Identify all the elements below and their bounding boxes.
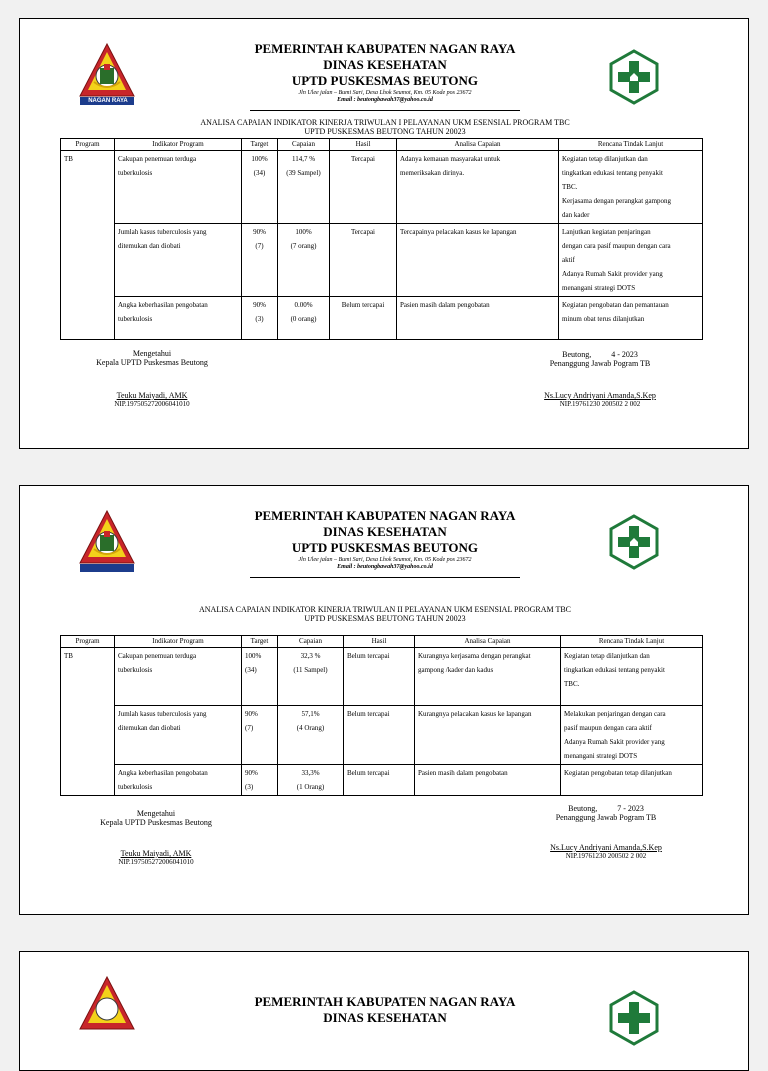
program-cell: TB [61,151,115,340]
header-line-3: UPTD PUSKESMAS BEUTONG [291,540,479,555]
letterhead [180,994,590,1026]
hasil-cell: Belum tercapai [330,297,397,340]
header-line-1: PEMERINTAH KABUPATEN NAGAN RAYA [254,994,516,1009]
letterhead-rule [250,577,520,578]
rtl-cell: Kegiatan tetap dilanjutkan dan tingkatkan edukasi tentang penyakit TBC. [561,648,703,706]
signatory-name: Ns.Lucy Andriyani Amanda,S.Kep [544,391,656,400]
column-header: Hasil [344,636,415,648]
column-header: Target [242,139,278,151]
header-line-1: PEMERINTAH KABUPATEN NAGAN RAYA [254,508,516,523]
table-row [61,706,703,765]
target-cell: 90% (7) [242,224,278,297]
nagan-raya-emblem-icon [76,975,138,1039]
signatory-name: Ns.Lucy Andriyani Amanda,S.Kep [550,843,662,852]
column-header: Indikator Program [115,139,242,151]
table-row [61,224,703,297]
capaian-cell: 0.00% (0 orang) [278,297,330,340]
column-header: Program [61,139,115,151]
indikator-cell: Cakupan penemuan terduga tuberkulosis [115,648,242,706]
header-line-2: DINAS KESEHATAN [323,524,447,539]
table-row [61,297,703,340]
letterhead [180,41,590,104]
table-row [61,765,703,796]
emblem-label: NAGAN RAYA [88,98,128,104]
header-line-1: PEMERINTAH KABUPATEN NAGAN RAYA [254,41,516,56]
analisa-cell: Pasien masih dalam pengobatan [415,765,561,796]
puskesmas-logo-icon [608,49,660,105]
target-cell: 90% (3) [242,765,278,796]
report-table [60,635,703,796]
header-line-2: DINAS KESEHATAN [323,57,447,72]
indikator-cell: Cakupan penemuan terduga tuberkulosis [115,151,242,224]
table-row [61,648,703,706]
report-table [60,138,703,340]
capaian-cell: 33,3% (1 Orang) [278,765,344,796]
report-title: ANALISA CAPAIAN INDIKATOR KINERJA TRIWULAN II PELAYANAN UKM ESENSIAL PROGRAM TBC UPTD PUSKESMAS BEUTONG TAHUN 20023 [198,605,572,623]
analisa-cell: Kurangnya kerjasama dengan perangkat gampong /kader dan kadus [415,648,561,706]
column-header: Indikator Program [115,636,242,648]
header-email: Email : beutongbawah37@yahoo.co.id [337,564,433,570]
header-line-2: DINAS KESEHATAN [323,1010,447,1025]
analisa-cell: Kurangnya pelacakan kasus ke lapangan [415,706,561,765]
indikator-cell: Jumlah kasus tuberculosis yang ditemukan dan diobati [115,224,242,297]
target-cell: 90% (3) [242,297,278,340]
signatory-name: Teuku Maiyadi, AMK [116,391,188,400]
report-title: ANALISA CAPAIAN INDIKATOR KINERJA TRIWULAN I PELAYANAN UKM ESENSIAL PROGRAM TBC UPTD PUSKESMAS BEUTONG TAHUN 20023 [200,118,570,136]
hasil-cell: Tercapai [330,151,397,224]
rtl-cell: Lanjutkan kegiatan penjaringan dengan cara pasif maupun dengan cara aktif Adanya Rumah Sakit provider yang menangani strategi DOTS [559,224,703,297]
program-cell: TB [61,648,115,796]
capaian-cell: 57,1% (4 Orang) [278,706,344,765]
column-header: Analisa Capaian [397,139,559,151]
hasil-cell: Belum tercapai [344,706,415,765]
target-cell: 100% (34) [242,151,278,224]
column-header: Capaian [278,139,330,151]
column-header: Capaian [278,636,344,648]
capaian-cell: 100% (7 orang) [278,224,330,297]
analisa-cell: Adanya kemauan masyarakat untuk memeriksakan dirinya. [397,151,559,224]
rtl-cell: Melakukan penjaringan dengan cara pasif maupun dengan cara aktif Adanya Rumah Sakit provider yang menangani strategi DOTS [561,706,703,765]
table-header-row [61,636,703,648]
indikator-cell: Angka keberhasilan pengobatan tuberkulosis [115,765,242,796]
hasil-cell: Belum tercapai [344,765,415,796]
rtl-cell: Kegiatan pengobatan tetap dilanjutkan [561,765,703,796]
header-address: Jln Ulee jalan – Bumi Sari, Desa Lhok Seumot, Km. 05 Kode pos 23672 [298,557,472,563]
header-line-3: UPTD PUSKESMAS BEUTONG [291,73,479,88]
column-header: Rencana Tindak Lanjut [561,636,703,648]
left-signature: Mengetahui Kepala UPTD Puskesmas Beutong Teuku Maiyadi, AMK NIP.197505272006041010 [76,809,236,867]
puskesmas-logo-icon [608,990,660,1046]
puskesmas-logo-icon [608,514,660,570]
left-signature: Mengetahui Kepala UPTD Puskesmas Beutong Teuku Maiyadi, AMK NIP.197505272006041010 [72,349,232,409]
hasil-cell: Tercapai [330,224,397,297]
header-address: Jln Ulee jalan – Bumi Sari, Desa Lhok Seumot, Km. 05 Kode pos 23672 [298,90,472,96]
rtl-cell: Kegiatan tetap dilanjutkan dan tingkatkan edukasi tentang penyakit TBC. Kerjasama dengan perangkat gampong dan kader [559,151,703,224]
header-email: Email : beutongbawah37@yahoo.co.id [337,97,433,103]
nagan-raya-emblem-icon [76,509,138,573]
hasil-cell: Belum tercapai [344,648,415,706]
letterhead-rule [250,110,520,111]
letterhead [180,508,590,571]
target-cell: 100% (34) [242,648,278,706]
indikator-cell: Jumlah kasus tuberculosis yang ditemukan dan diobati [115,706,242,765]
report-page-1 [19,18,749,449]
right-signature: Beutong, 7 - 2023 Penanggung Jawab Pogram TB Ns.Lucy Andriyani Amanda,S.Kep NIP.19761230 200502 2 002 [516,804,696,861]
report-page-2 [19,485,749,915]
analisa-cell: Pasien masih dalam pengobatan [397,297,559,340]
signatory-name: Teuku Maiyadi, AMK [120,849,192,858]
indikator-cell: Angka keberhasilan pengobatan tuberkulosis [115,297,242,340]
column-header: Program [61,636,115,648]
capaian-cell: 32,3 % (11 Sampel) [278,648,344,706]
report-page-3 [19,951,749,1071]
target-cell: 90% (7) [242,706,278,765]
right-signature: Beutong, 4 - 2023 Penanggung Jawab Pogram TB Ns.Lucy Andriyani Amanda,S.Kep NIP.19761230 200502 2 002 [510,350,690,409]
column-header: Rencana Tindak Lanjut [559,139,703,151]
analisa-cell: Tercapainya pelacakan kasus ke lapangan [397,224,559,297]
rtl-cell: Kegiatan pengobatan dan pemantauan minum obat terus dilanjutkan [559,297,703,340]
emblem-label: NAGAN RAYA [72,585,112,591]
column-header: Target [242,636,278,648]
table-row [61,151,703,224]
column-header: Hasil [330,139,397,151]
capaian-cell: 114,7 % (39 Sampel) [278,151,330,224]
table-header-row [61,139,703,151]
column-header: Analisa Capaian [415,636,561,648]
